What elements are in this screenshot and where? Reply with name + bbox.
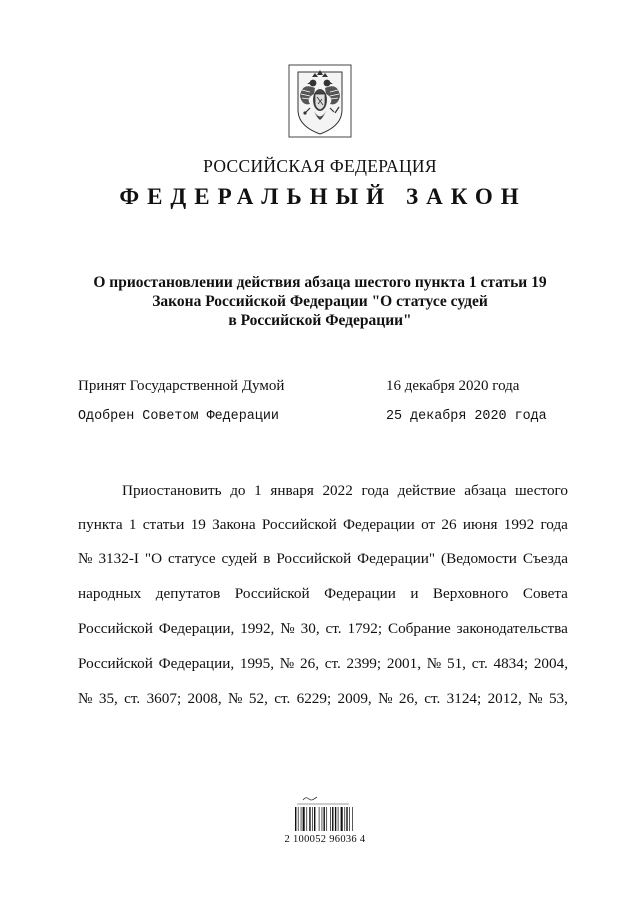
- body-word: Федерации": [357, 550, 436, 567]
- body-word: №: [78, 690, 93, 707]
- body-line: [78, 550, 568, 570]
- body-word: 51,: [446, 655, 466, 672]
- body-word: 2008,: [187, 690, 222, 707]
- body-word: года: [361, 482, 389, 499]
- body-word: Верховного: [432, 585, 509, 602]
- body-word: Федерации: [324, 585, 396, 602]
- council-approval-label: Одобрен Советом Федерации: [78, 409, 279, 424]
- body-word: депутатов: [155, 585, 221, 602]
- law-title-line: О приостановлении действия абзаца шестого пункта 1 статьи 19: [93, 274, 547, 291]
- body-word: Совета: [522, 585, 568, 602]
- body-word: 1992: [503, 516, 535, 533]
- body-word: 1: [254, 482, 262, 499]
- body-word: №: [228, 690, 243, 707]
- body-word: статусе: [167, 550, 216, 567]
- body-word: №: [426, 655, 442, 672]
- body-word: Закона: [212, 516, 256, 533]
- body-word: 2001,: [386, 655, 422, 672]
- body-word: 2009,: [337, 690, 372, 707]
- duma-adoption-date: 16 декабря 2020 года: [386, 378, 520, 394]
- body-word: ст.: [424, 690, 441, 707]
- body-word: 2022: [322, 482, 353, 499]
- body-word: года: [540, 516, 568, 533]
- body-word: ст.: [325, 620, 342, 637]
- body-word: "О: [144, 550, 163, 567]
- body-word: Съезда: [522, 550, 568, 567]
- body-word: 4834;: [493, 655, 529, 672]
- duma-adoption-label: Принят Государственной Думой: [78, 378, 285, 394]
- body-word: Российской: [78, 655, 153, 672]
- body-word: 2399;: [346, 655, 382, 672]
- doc-type-word-federal: ФЕДЕРАЛЬНЫЙ: [119, 184, 393, 209]
- body-word: Российской: [78, 620, 153, 637]
- body-word: 30,: [300, 620, 320, 637]
- body-word: 1792;: [347, 620, 383, 637]
- body-word: Российской: [234, 585, 310, 602]
- body-word: ст.: [124, 690, 141, 707]
- body-word: 19: [190, 516, 206, 533]
- body-word: законодательства: [456, 620, 568, 637]
- body-line: [78, 655, 568, 675]
- body-word: ст.: [274, 690, 291, 707]
- country-name: РОССИЙСКАЯ ФЕДЕРАЦИЯ: [203, 156, 437, 176]
- body-word: народных: [78, 585, 142, 602]
- body-word: июня: [462, 516, 498, 533]
- body-word: №: [378, 690, 393, 707]
- body-word: №: [280, 620, 295, 637]
- body-word: 3132-I: [98, 550, 139, 567]
- body-word: 26,: [398, 690, 418, 707]
- body-word: 2004,: [533, 655, 568, 672]
- body-word: пункта: [78, 516, 123, 533]
- law-title: [60, 273, 580, 330]
- body-word: Приостановить: [122, 482, 222, 499]
- law-title-line: Закона Российской Федерации "О статусе судей: [152, 293, 488, 310]
- body-word: 35,: [98, 690, 118, 707]
- body-word: ст.: [324, 655, 341, 672]
- body-word: 1995,: [239, 655, 275, 672]
- body-word: статьи: [142, 516, 185, 533]
- body-word: и: [410, 585, 419, 602]
- body-word: №: [279, 655, 295, 672]
- body-word: ст.: [471, 655, 488, 672]
- body-word: 1992,: [240, 620, 275, 637]
- body-word: (Ведомости: [441, 550, 517, 567]
- body-word: января: [270, 482, 314, 499]
- body-word: абзаца: [464, 482, 507, 499]
- body-word: 3124;: [446, 690, 482, 707]
- body-line: [78, 585, 568, 605]
- body-word: Федерации,: [158, 620, 235, 637]
- body-word: 3607;: [146, 690, 182, 707]
- body-line: [78, 516, 568, 536]
- body-word: Собрание: [387, 620, 451, 637]
- barcode-number: 2 100052 96036 4: [284, 834, 366, 845]
- body-word: Федерации,: [158, 655, 235, 672]
- body-word: от: [421, 516, 436, 533]
- body-word: 1: [128, 516, 137, 533]
- body-word: 52,: [248, 690, 268, 707]
- body-word: 6229;: [296, 690, 332, 707]
- body-word: в: [263, 550, 271, 567]
- body-word: 26,: [300, 655, 319, 672]
- coat-of-arms-emblem: [288, 64, 352, 138]
- law-title-line: в Российской Федерации": [228, 312, 412, 329]
- body-word: Российской: [261, 516, 337, 533]
- body-word: Федерации: [343, 516, 415, 533]
- body-word: 26: [441, 516, 457, 533]
- council-approval-date: 25 декабря 2020 года: [386, 409, 547, 424]
- body-word: до: [230, 482, 246, 499]
- body-word: судей: [221, 550, 258, 567]
- document-type-heading: [0, 184, 640, 210]
- body-word: 53,: [548, 690, 568, 707]
- body-word: №: [78, 550, 93, 567]
- body-line: [122, 482, 568, 502]
- body-word: №: [528, 690, 543, 707]
- body-word: Российской: [276, 550, 352, 567]
- body-line: [78, 690, 568, 710]
- body-line: [78, 620, 568, 640]
- body-word: действие: [397, 482, 456, 499]
- doc-type-word-law: ЗАКОН: [406, 184, 527, 209]
- body-word: шестого: [514, 482, 568, 499]
- body-word: 2012,: [487, 690, 522, 707]
